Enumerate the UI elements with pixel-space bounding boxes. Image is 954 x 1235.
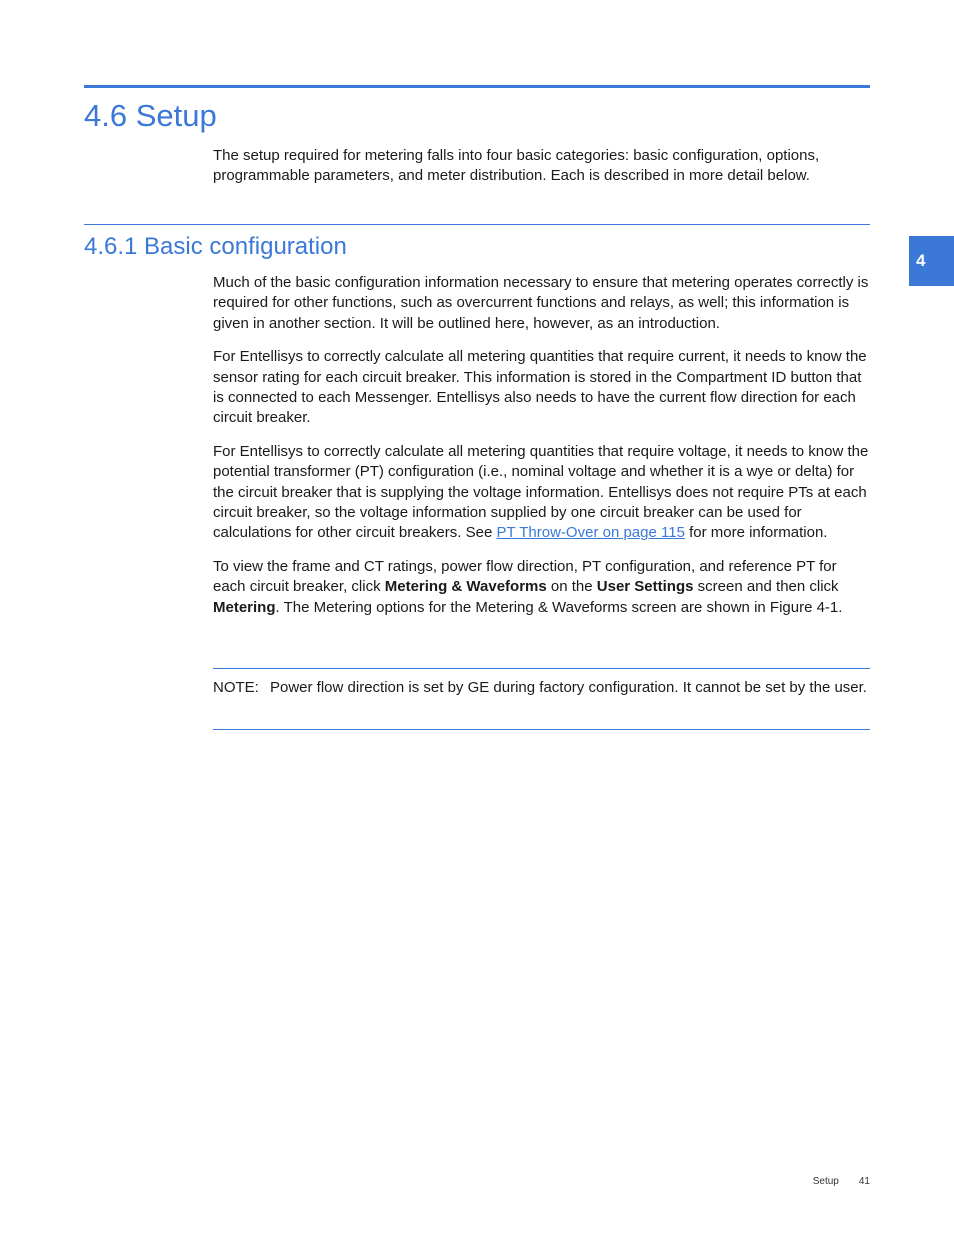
user-settings-term: User Settings [596, 578, 694, 596]
note-label: NOTE: [213, 679, 259, 696]
paragraph-3 [213, 442, 870, 543]
pt-throw-over-link[interactable]: PT Throw-Over on page 115 [496, 524, 685, 542]
paragraph-4-text-2: on the [546, 578, 597, 596]
note-body: Power flow direction is set by GE during factory configuration. It cannot be set by the user. [270, 679, 867, 696]
paragraph-4-text-4: . The Metering options for the Metering & Waveforms screen are shown in Figure 4-1. [275, 598, 843, 616]
chapter-tab: 4 [909, 236, 954, 286]
note-box [213, 668, 870, 730]
paragraph-1: Much of the basic configuration information necessary to ensure that metering operates correctly is required for other functions, such as overcurrent functions and relays, as well; this information is given in another section. It will be outlined here, however, as an introduction. [213, 274, 869, 332]
note-text [213, 678, 870, 698]
subsection-rule [84, 224, 870, 225]
paragraph-2: For Entellisys to correctly calculate all metering quantities that require current, it needs to know the sensor rating for each circuit breaker. This information is stored in the Compartment ID button that is connected to each Messenger. Entellisys also needs to have the current flow direction for each circuit breaker. [213, 348, 867, 427]
subsection-body [213, 273, 870, 631]
page-number: 41 [858, 1176, 870, 1187]
page-footer [813, 1175, 870, 1189]
section-title: 4.6 Setup [84, 98, 217, 133]
footer-section-name: Setup [812, 1176, 839, 1187]
section-intro: The setup required for metering falls into four basic categories: basic configuration, options, programmable parameters, and meter distribution. Each is described in more detail below. [213, 147, 820, 185]
paragraph-4-text-1: To view the frame and CT ratings, power flow direction, PT configuration, and reference PT for each circuit breaker, click [213, 558, 837, 596]
subsection-title: 4.6.1 Basic configuration [84, 233, 347, 260]
paragraph-4 [213, 557, 870, 618]
paragraph-4-text-3: screen and then click [693, 578, 839, 596]
section-top-rule [84, 85, 870, 88]
paragraph-3-text-start: For Entellisys to correctly calculate all metering quantities that require voltage, it needs to know the potential transformer (PT) configuration (i.e., nominal voltage and whether it is a wye or delta) for the circuit breaker that is supplying the voltage information. Entellisys does not require PTs at each circuit breaker, so the voltage information supplied by one circuit breaker can be used for calculations for other circuit breakers. See [213, 443, 869, 542]
metering-term: Metering [213, 598, 276, 616]
paragraph-3-text-end: for more information. [684, 524, 828, 542]
metering-waveforms-term: Metering & Waveforms [384, 578, 547, 596]
